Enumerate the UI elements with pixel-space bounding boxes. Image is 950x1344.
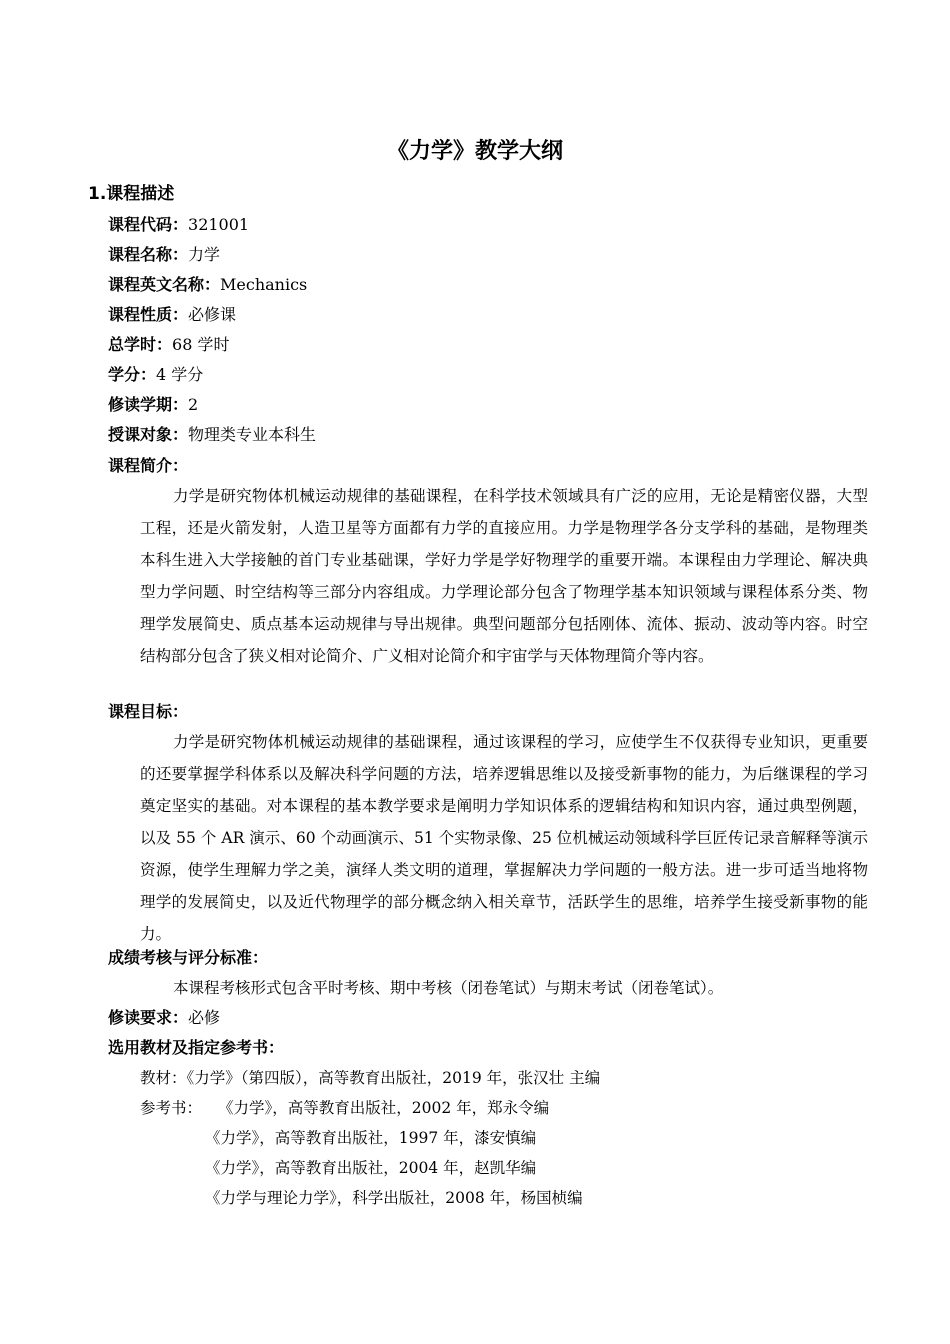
reference-label: 参考书：: [140, 1099, 203, 1117]
goals-label: 课程目标：: [108, 702, 189, 721]
field-label: 授课对象：: [108, 425, 189, 444]
field-value: 必修课: [188, 305, 237, 324]
goals-paragraph: 力学是研究物体机械运动规律的基础课程，通过该课程的学习，应使学生不仅获得专业知识，更重要的还要掌握学科体系以及解决科学问题的方法，培养逻辑思维以及接受新事物的能力，为后继课程的学习奠定坚实的基础。对本课程的基本教学要求是阐明力学知识体系的逻辑结构和知识内容，通过典型例题，以及 55 个 AR 演示、60 个动画演示、51 个实物录像、25 位机械运动领域科学巨匠传记录音解释等演示资源，使学生理解力学之美，演绎人类文明的道理，掌握解决力学问题的一般方法。进一步可适当地将物理学的发展简史，以及近代物理学的部分概念纳入相关章节，活跃学生的思维，培养学生接受新事物的能力。: [140, 733, 868, 943]
field-label: 课程名称：: [108, 245, 189, 264]
requirement-value: 必修: [188, 1008, 221, 1027]
field-value: Mechanics: [220, 275, 308, 294]
requirement-label: 修读要求：: [108, 1008, 189, 1027]
reference-item: 《力学》，高等教育出版社，1997 年，漆安慎编: [205, 1129, 537, 1147]
course-info-fields: [108, 210, 878, 450]
textbook-row: [140, 1063, 600, 1093]
field-total-hours: [108, 330, 878, 360]
reference-item: 《力学》，高等教育出版社，2004 年，赵凯华编: [205, 1159, 537, 1177]
reference-item: 《力学》，高等教育出版社，2002 年，郑永令编: [218, 1099, 550, 1117]
intro-paragraph: 力学是研究物体机械运动规律的基础课程，在科学技术领域具有广泛的应用，无论是精密仪器，大型工程，还是火箭发射，人造卫星等方面都有力学的直接应用。力学是物理学各分支学科的基础，是物理类本科生进入大学接触的首门专业基础课，学好力学是学好物理学的重要开端。本课程由力学理论、解决典型力学问题、时空结构等三部分内容组成。力学理论部分包含了物理学基本知识领域与课程体系分类、物理学发展简史、质点基本运动规律与导出规律。典型问题部分包括刚体、流体、振动、波动等内容。时空结构部分包含了狭义相对论简介、广义相对论简介和宇宙学与天体物理简介等内容。: [140, 487, 868, 665]
field-value: 力学: [188, 245, 221, 264]
field-value: 68 学时: [172, 335, 230, 354]
section-heading: 1.课程描述: [88, 184, 175, 204]
assessment-text: 本课程考核形式包含平时考核、期中考核（闭卷笔试）与期末考试（闭卷笔试）。: [173, 979, 724, 997]
field-label: 总学时：: [108, 335, 173, 354]
field-value: 物理类专业本科生: [188, 425, 317, 444]
document-title: 《力学》教学大纲: [386, 139, 563, 164]
reference-item: 《力学与理论力学》，科学出版社，2008 年，杨国桢编: [205, 1189, 583, 1207]
field-audience: [108, 420, 878, 450]
field-english-name: [108, 270, 878, 300]
field-label: 课程性质：: [108, 305, 189, 324]
field-value: 2: [188, 395, 199, 414]
intro-label: 课程简介：: [108, 456, 189, 475]
textbook-value: 《力学》（第四版），高等教育出版社，2019 年，张汉壮 主编: [186, 1069, 601, 1087]
field-value: 321001: [188, 215, 250, 234]
textbook-label: 教材：: [140, 1069, 187, 1087]
field-course-name: [108, 240, 878, 270]
field-course-code: [108, 210, 878, 240]
field-label: 学分：: [108, 365, 157, 384]
field-course-type: [108, 300, 878, 330]
field-semester: [108, 390, 878, 420]
field-value: 4 学分: [156, 365, 204, 384]
field-label: 修读学期：: [108, 395, 189, 414]
assessment-label: 成绩考核与评分标准：: [108, 948, 269, 967]
field-label: 课程代码：: [108, 215, 189, 234]
field-credits: [108, 360, 878, 390]
textbooks-label: 选用教材及指定参考书：: [108, 1038, 285, 1057]
field-label: 课程英文名称：: [108, 275, 221, 294]
requirement-row: [108, 1003, 220, 1033]
